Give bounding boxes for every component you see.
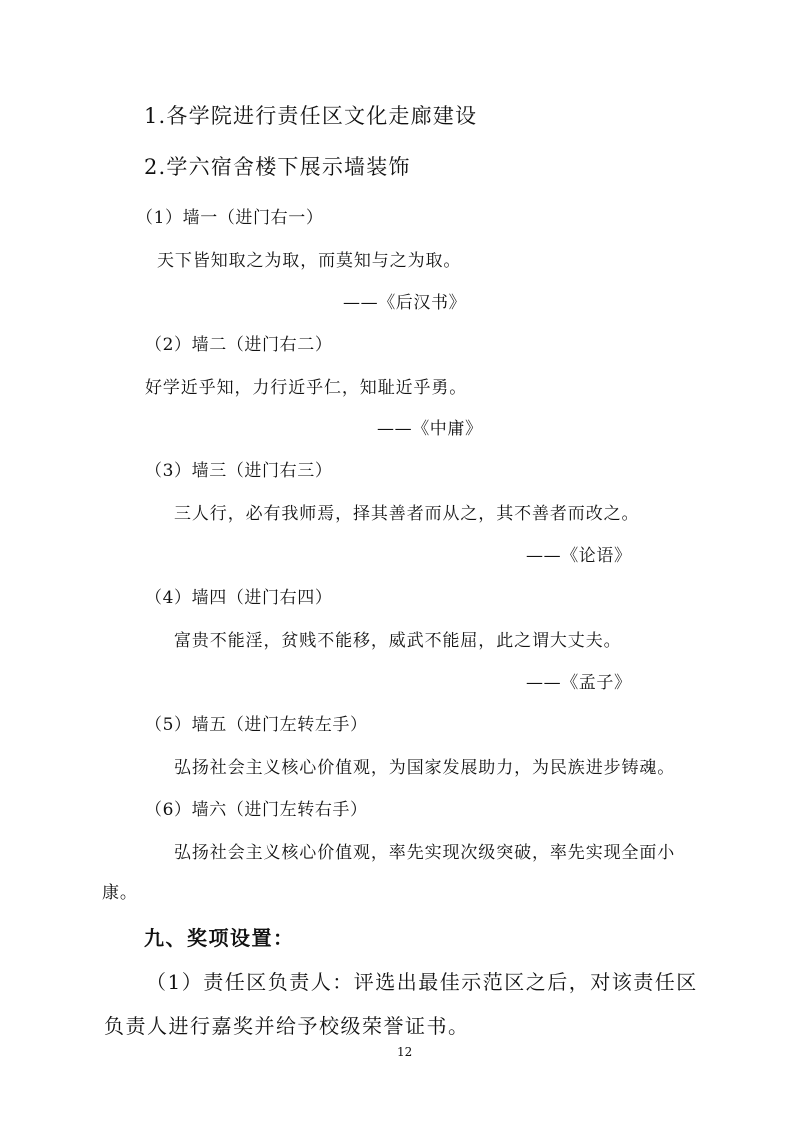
wall-6-label: （6）墙六（进门左转右手）: [145, 800, 368, 820]
wall-2-source: ——《中庸》: [377, 419, 483, 439]
item-2: 2.学六宿舍楼下展示墙装饰: [144, 155, 411, 179]
wall-2-label: （2）墙二（进门右二）: [145, 335, 333, 355]
wall-4-source: ——《孟子》: [526, 673, 632, 693]
page-number: 12: [397, 1045, 413, 1059]
wall-1-label: （1）墙一（进门右一）: [136, 208, 324, 228]
wall-2-quote: 好学近乎知，力行近乎仁，知耻近乎勇。: [145, 378, 468, 398]
wall-3-quote: 三人行，必有我师焉，择其善者而从之，其不善者而改之。: [174, 504, 640, 524]
award-paragraph-line-1: （1）责任区负责人：评选出最佳示范区之后，对该责任区: [146, 970, 698, 994]
wall-4-quote: 富贵不能淫，贫贱不能移，威武不能屈，此之谓大丈夫。: [174, 631, 622, 651]
wall-3-label: （3）墙三（进门右三）: [145, 461, 333, 481]
award-paragraph-line-2: 负责人进行嘉奖并给予校级荣誉证书。: [104, 1014, 470, 1038]
wall-4-label: （4）墙四（进门右四）: [145, 588, 333, 608]
wall-1-source: ——《后汉书》: [343, 293, 467, 313]
wall-1-quote: 天下皆知取之为取，而莫知与之为取。: [157, 251, 462, 271]
wall-6-text-cont: 康。: [102, 883, 138, 903]
wall-5-text: 弘扬社会主义核心价值观，为国家发展助力，为民族进步铸魂。: [174, 758, 676, 778]
wall-6-text: 弘扬社会主义核心价值观，率先实现次级突破，率先实现全面小: [174, 843, 676, 863]
wall-5-label: （5）墙五（进门左转左手）: [145, 715, 368, 735]
item-1: 1.各学院进行责任区文化走廊建设: [144, 104, 478, 128]
section-title: 九、奖项设置：: [144, 926, 295, 950]
wall-3-source: ——《论语》: [526, 546, 632, 566]
